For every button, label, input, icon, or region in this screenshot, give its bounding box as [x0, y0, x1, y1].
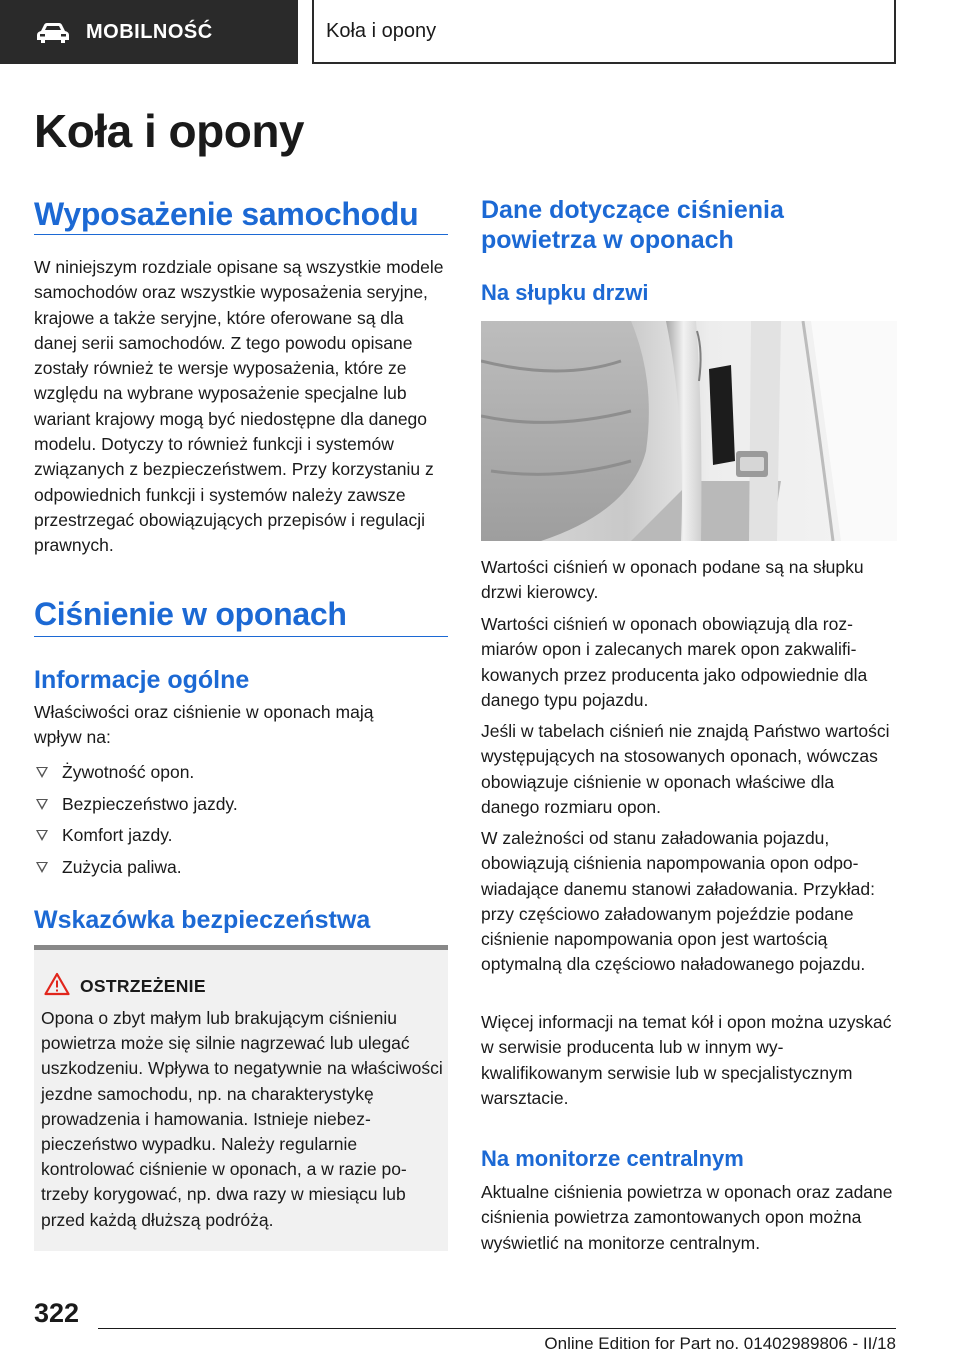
triangle-bullet-icon	[36, 830, 48, 841]
general-text: Właściwości oraz ciśnienie w oponach mają wpływ na:	[34, 702, 374, 748]
chapter-tab	[312, 0, 896, 64]
section-tab	[0, 0, 298, 64]
heading-rule	[34, 234, 448, 235]
section-title: MOBILNOŚĆ	[86, 21, 213, 43]
equipment-text: W niniejszym rozdziale opisane są wszystkie modele samochodów oraz wszystkie wyposażenia seryjne, krajowe a także seryjne, które oferowane są dla danej serii samochodów. Z tego powodu opisane zostały również te wersje wyposażenia, które ze względu na wybrane wyposażenie specjalne lub wariant krajowy mogą być niedostępne dla danego modelu. Dotyczy to również funkcji i systemów związanych z bezpieczeństwem. Przy korzystaniu z odpowiednich funkcji i systemów należy zawsze przestrzegać obowiązujących przepisów i regulacji prawnych.	[34, 257, 444, 556]
safety-heading: Wskazówka bezpieczeństwa	[34, 906, 371, 934]
triangle-bullet-icon	[36, 799, 48, 810]
page-number: 322	[34, 1298, 80, 1328]
list-item: Zużycia paliwa.	[34, 855, 448, 887]
warning-triangle-icon	[44, 972, 70, 996]
sizes-text: Wartości ciśnień w oponach obowiązują dla rozmiarów opon i zalecanych marek opon zakwalifikowanych przez producenta jako odpowiednie dla danego typu pojazdu.	[481, 614, 868, 710]
warning-text: Opona o zbyt małym lub brakującym ciśnieniu powietrza może się silnie nagrzewać lub ulegać uszkodzeniu. Wpływa to negatywnie na właściwości jezdne samochodu, np. na charakterystykę prowadzenia i hamowania. Istnieje niebezpieczeństwo wypadku. Należy regularnie kontrolować ciśnienie w oponach, a w razie potrzeby korygować, np. dwa razy w miesiącu lub przed każdą dłuższą podróżą.	[41, 1008, 443, 1230]
door-pillar-photo	[481, 321, 897, 541]
pillar-heading: Na słupku drzwi	[481, 280, 649, 305]
footer-rule	[98, 1328, 896, 1329]
service-text: Więcej informacji na temat kół i opon można uzyskać w serwisie producenta lub w innym wykwalifikowanym serwisie lub w specjalistycznym warsztacie.	[481, 1012, 892, 1108]
pillar-text: Wartości ciśnień w oponach podane są na słupku drzwi kierowcy.	[481, 557, 864, 603]
chapter-title: Koła i opony	[326, 20, 437, 42]
triangle-bullet-icon	[36, 862, 48, 873]
warning-box	[34, 945, 448, 1251]
table-text: Jeśli w tabelach ciśnień nie znajdą Państwo wartości występujących na stosowanych oponach, wówczas obowiązuje ciśnienie w oponach właściwe dla danego rozmiaru opon.	[481, 721, 890, 817]
page-header	[0, 0, 960, 66]
edition-text: Online Edition for Part no. 01402989806 - II/18	[544, 1334, 896, 1353]
equipment-heading: Wyposażenie samochodu	[34, 196, 419, 232]
page-title: Koła i opony	[34, 105, 304, 157]
bullet-list	[34, 760, 448, 886]
warning-title: OSTRZEŻENIE	[80, 976, 206, 996]
list-item: Bezpieczeństwo jazdy.	[34, 792, 448, 824]
monitor-heading: Na monitorze centralnym	[481, 1146, 744, 1171]
list-item: Komfort jazdy.	[34, 823, 448, 855]
general-heading: Informacje ogólne	[34, 666, 250, 694]
tire-data-heading: Dane dotyczące ciśnienia powietrza w oponach	[481, 196, 784, 254]
load-text: W zależności od stanu załadowania pojazdu, obowiązują ciśnienia napompowania opon odpowiadające danemu stanowi załadowania. Przykład: przy częściowo załadowanym pojeździe podane ciśnienie napompowania opon jest wartością optymalną dla częściowo naładowanego pojazdu.	[481, 828, 875, 975]
heading-rule	[34, 636, 448, 637]
monitor-text: Aktualne ciśnienia powietrza w oponach oraz zadane ciśnienia powietrza zamontowanych opon można wyświetlić na monitorze centralnym.	[481, 1182, 893, 1253]
car-icon	[36, 22, 70, 44]
door-pillar-illustration	[481, 321, 897, 541]
list-item: Żywotność opon.	[34, 760, 448, 792]
triangle-bullet-icon	[36, 767, 48, 778]
pressure-heading: Ciśnienie w oponach	[34, 596, 347, 632]
